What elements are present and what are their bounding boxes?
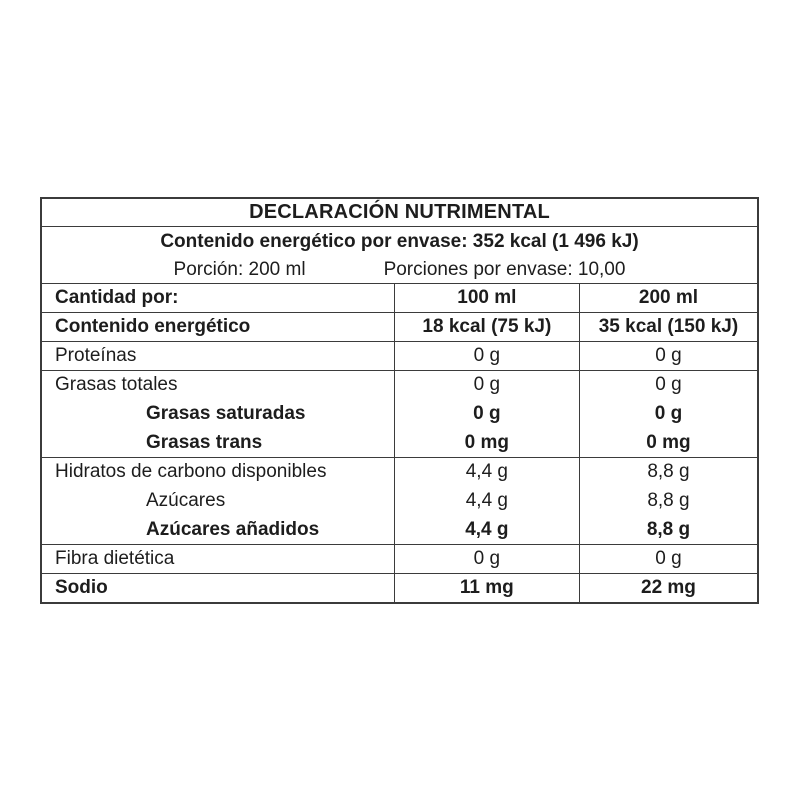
- value-100ml: 18 kcal (75 kJ): [394, 313, 579, 341]
- row-label-header: Cantidad por:: [55, 287, 179, 308]
- table-title: DECLARACIÓN NUTRIMENTAL: [249, 201, 550, 223]
- value-100ml: 0 g: [394, 545, 579, 573]
- value-200ml: 0 mg: [579, 428, 757, 457]
- value-100ml: 4,4 g: [394, 515, 579, 544]
- value-200ml: 8,8 g: [579, 486, 757, 515]
- nutrient-label: Proteínas: [55, 345, 137, 366]
- value-200ml: 22 mg: [579, 574, 757, 602]
- nutrient-label: Grasas totales: [55, 374, 178, 395]
- value-100ml: 4,4 g: [394, 486, 579, 515]
- value-200ml: 0 g: [579, 399, 757, 428]
- nutrient-rows: [42, 312, 757, 602]
- nutrient-row: [42, 573, 757, 602]
- nutrient-row: [42, 312, 757, 341]
- nutrient-row: [42, 457, 757, 486]
- nutrient-row: [42, 399, 757, 428]
- nutrient-label: Azúcares añadidos: [146, 518, 320, 540]
- value-100ml: 4,4 g: [394, 458, 579, 486]
- value-200ml: 0 g: [579, 371, 757, 399]
- value-200ml: 0 g: [579, 342, 757, 370]
- value-100ml: 0 g: [394, 371, 579, 399]
- nutrient-label: Sodio: [55, 577, 108, 598]
- value-100ml: 11 mg: [394, 574, 579, 602]
- energy-per-package: Contenido energético por envase: 352 kcal (1 496 kJ): [42, 226, 757, 256]
- col-200ml-header: 200 ml: [579, 284, 757, 312]
- nutrient-label: Grasas trans: [146, 431, 263, 453]
- portion-row: [42, 256, 757, 283]
- value-100ml: 0 g: [394, 342, 579, 370]
- nutrient-row: [42, 486, 757, 515]
- value-200ml: 8,8 g: [579, 515, 757, 544]
- nutrient-label: Hidratos de carbono disponibles: [55, 461, 327, 482]
- nutrient-label: Grasas saturadas: [146, 402, 306, 424]
- value-200ml: 0 g: [579, 545, 757, 573]
- portions-per-package: Porciones por envase: 10,00: [383, 258, 626, 280]
- value-200ml: 35 kcal (150 kJ): [579, 313, 757, 341]
- nutrient-row: [42, 515, 757, 544]
- nutrient-row: [42, 544, 757, 573]
- nutrient-label: Azúcares: [146, 489, 226, 511]
- nutrient-row: [42, 370, 757, 399]
- value-200ml: 8,8 g: [579, 458, 757, 486]
- nutrient-row: [42, 341, 757, 370]
- nutrition-facts-table: [40, 197, 759, 604]
- value-100ml: 0 mg: [394, 428, 579, 457]
- column-header-row: [42, 283, 757, 312]
- portion-size: Porción: 200 ml: [173, 258, 306, 280]
- value-100ml: 0 g: [394, 399, 579, 428]
- nutrient-label: Fibra dietética: [55, 548, 175, 569]
- col-100ml-header: 100 ml: [394, 284, 579, 312]
- nutrient-label: Contenido energético: [55, 316, 251, 337]
- nutrient-row: [42, 428, 757, 457]
